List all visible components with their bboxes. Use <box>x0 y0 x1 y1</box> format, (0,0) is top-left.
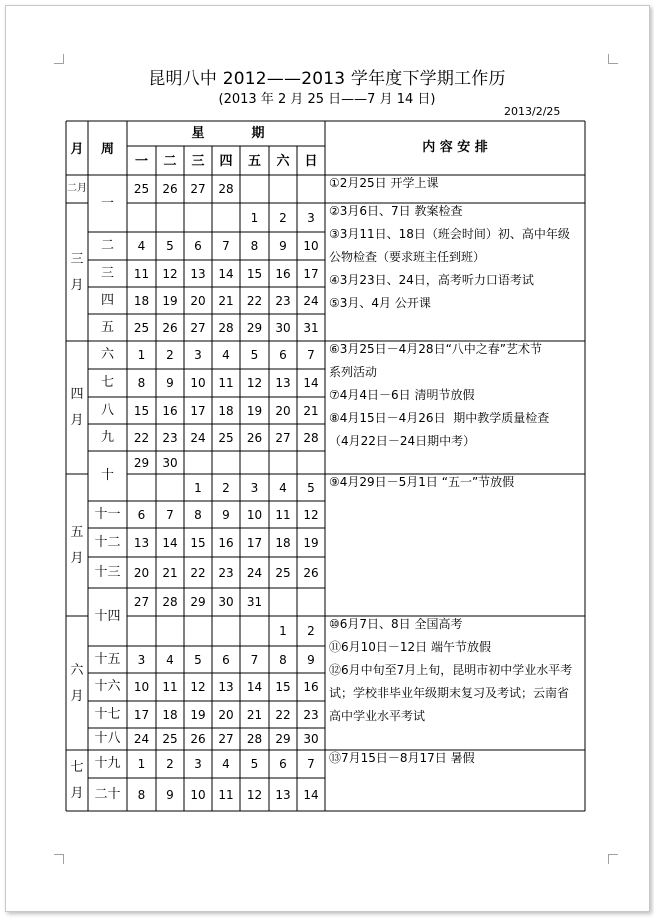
week-label: 三 <box>100 265 114 281</box>
day-cell: 14 <box>246 680 263 694</box>
content-note: ①2月25日 开学上课 <box>329 176 439 190</box>
header-day-7: 日 <box>304 154 318 169</box>
day-cell: 19 <box>303 535 319 550</box>
day-cell: 5 <box>166 239 174 253</box>
day-cell: 9 <box>166 787 174 802</box>
day-cell: 9 <box>279 239 287 253</box>
day-cell: 28 <box>246 732 263 746</box>
day-cell: 10 <box>190 787 206 802</box>
header-weekday-star: 星 <box>191 126 205 141</box>
day-cell: 22 <box>275 707 291 722</box>
week-label: 十七 <box>94 706 121 722</box>
day-cell: 15 <box>190 535 206 550</box>
day-cell: 21 <box>162 565 178 580</box>
day-cell: 25 <box>162 732 178 746</box>
day-cell: 6 <box>137 507 146 522</box>
day-cell: 6 <box>279 348 287 362</box>
day-cell: 11 <box>275 507 291 522</box>
day-cell: 1 <box>194 480 202 495</box>
day-cell: 24 <box>246 565 263 580</box>
day-cell: 13 <box>190 266 206 281</box>
day-cell: 11 <box>162 680 178 694</box>
day-cell: 9 <box>222 507 230 522</box>
day-cell: 4 <box>279 480 287 495</box>
day-cell: 9 <box>166 376 174 390</box>
day-cell: 28 <box>303 430 319 445</box>
day-cell: 1 <box>250 210 259 225</box>
day-cell: 7 <box>250 652 259 667</box>
crop-mark-top-right <box>608 54 618 64</box>
day-cell: 3 <box>250 480 259 495</box>
day-cell: 13 <box>275 376 291 390</box>
day-cell: 26 <box>162 320 178 335</box>
day-cell: 30 <box>303 732 319 746</box>
month-label: 五 月 <box>70 524 84 566</box>
day-cell: 5 <box>250 348 259 362</box>
day-cell: 20 <box>190 293 206 308</box>
week-label: 十八 <box>94 731 121 746</box>
content-note: ⑥3月25日－4月28日“八中之春”艺术节 系列活动 ⑦4月4日－6日 清明节放假 ⑧4月15日－4月26日 期中教学质量检查 （4月22日－24日期中考） <box>329 342 550 448</box>
day-cell: 3 <box>307 210 315 225</box>
week-label: 五 <box>100 319 114 335</box>
crop-mark-bottom-right <box>608 854 618 864</box>
day-cell: 4 <box>166 652 174 667</box>
day-cell: 18 <box>218 403 234 418</box>
day-cell: 8 <box>279 652 287 667</box>
day-cell: 6 <box>279 757 287 771</box>
week-label: 八 <box>100 402 114 418</box>
day-cell: 20 <box>275 403 291 418</box>
week-label: 十九 <box>94 756 121 771</box>
day-cell: 13 <box>133 535 150 550</box>
week-label: 十 <box>100 468 114 483</box>
day-cell: 4 <box>222 757 230 771</box>
day-cell: 14 <box>303 376 319 390</box>
crop-mark-top-left <box>54 54 64 64</box>
day-cell: 18 <box>275 535 291 550</box>
header-day-5: 五 <box>247 154 261 169</box>
day-cell: 27 <box>190 182 206 196</box>
day-cell: 26 <box>303 565 319 580</box>
day-cell: 14 <box>218 266 234 281</box>
day-cell: 14 <box>303 787 319 802</box>
day-cell: 2 <box>279 210 287 225</box>
day-cell: 12 <box>246 376 263 390</box>
day-cell: 5 <box>250 757 259 771</box>
day-cell: 29 <box>275 732 291 746</box>
day-cell: 21 <box>218 293 234 308</box>
day-cell: 22 <box>190 565 206 580</box>
header-month: 月 <box>70 142 84 157</box>
day-cell: 23 <box>162 430 178 445</box>
day-cell: 26 <box>190 732 206 746</box>
day-cell: 12 <box>246 787 263 802</box>
day-cell: 2 <box>166 757 174 771</box>
day-cell: 24 <box>303 293 319 308</box>
day-cell: 8 <box>194 507 202 522</box>
day-cell: 27 <box>190 320 206 335</box>
day-cell: 16 <box>275 266 291 281</box>
day-cell: 12 <box>303 507 319 522</box>
header-content: 内 容 安 排 <box>422 140 488 155</box>
day-cell: 2 <box>166 348 174 362</box>
day-cell: 10 <box>303 239 319 253</box>
day-cell: 19 <box>190 707 206 722</box>
day-cell: 7 <box>166 507 174 522</box>
day-cell: 18 <box>162 707 178 722</box>
day-cell: 17 <box>246 535 263 550</box>
week-label: 二 <box>100 238 114 253</box>
day-cell: 5 <box>194 652 202 667</box>
document-subtitle: (2013 年 2 月 25 日——7 月 14 日) <box>218 92 436 107</box>
day-cell: 6 <box>194 239 202 253</box>
day-cell: 11 <box>218 376 234 390</box>
day-cell: 15 <box>246 266 263 281</box>
day-cell: 17 <box>133 707 150 722</box>
day-cell: 2 <box>222 480 230 495</box>
day-cell: 23 <box>303 707 319 722</box>
day-cell: 27 <box>133 595 150 609</box>
day-cell: 12 <box>162 266 178 281</box>
day-cell: 2 <box>307 624 315 638</box>
month-label: 二月 <box>67 183 87 194</box>
day-cell: 25 <box>275 565 291 580</box>
day-cell: 4 <box>222 348 230 362</box>
day-cell: 8 <box>250 239 259 253</box>
week-label: 十二 <box>94 534 121 550</box>
content-note: ②3月6日、7日 教案检查 ③3月11日、18日（班会时间）初、高中年级 公物检查（要求班主任到班） ④3月23日、24日，高考听力口语考试 ⑤3月、4月 公开课 <box>329 204 570 310</box>
day-cell: 27 <box>275 430 291 445</box>
day-cell: 21 <box>303 403 319 418</box>
day-cell: 22 <box>133 430 150 445</box>
week-label: 九 <box>100 429 114 445</box>
day-cell: 12 <box>190 680 206 694</box>
day-cell: 30 <box>162 455 178 470</box>
day-cell: 10 <box>133 680 150 694</box>
day-cell: 16 <box>303 680 319 694</box>
day-cell: 28 <box>218 182 234 196</box>
day-cell: 1 <box>137 348 146 362</box>
day-cell: 8 <box>137 787 146 802</box>
day-cell: 3 <box>137 652 146 667</box>
month-label: 六 月 <box>70 662 84 704</box>
week-label: 十五 <box>94 651 121 667</box>
day-cell: 28 <box>218 320 234 335</box>
day-cell: 5 <box>307 480 315 495</box>
day-cell: 21 <box>246 707 263 722</box>
document-title: 昆明八中 2012——2013 学年度下学期工作历 <box>148 69 506 89</box>
week-label: 二十 <box>94 786 121 802</box>
day-cell: 30 <box>275 320 291 335</box>
day-cell: 26 <box>246 430 263 445</box>
day-cell: 11 <box>218 787 234 802</box>
day-cell: 22 <box>246 293 263 308</box>
day-cell: 15 <box>275 680 291 694</box>
day-cell: 16 <box>218 535 234 550</box>
day-cell: 25 <box>133 182 150 196</box>
day-cell: 16 <box>162 403 178 418</box>
header-day-1: 一 <box>134 154 148 169</box>
day-cell: 19 <box>246 403 263 418</box>
day-cell: 29 <box>133 455 150 470</box>
day-cell: 6 <box>222 652 230 667</box>
header-day-2: 二 <box>163 154 177 169</box>
day-cell: 3 <box>194 757 202 771</box>
week-label: 十三 <box>94 564 121 580</box>
day-cell: 23 <box>218 565 234 580</box>
day-cell: 7 <box>307 757 315 771</box>
day-cell: 29 <box>246 320 263 335</box>
content-note: ⑨4月29日－5月1日 “五一”节放假 <box>329 475 515 489</box>
day-cell: 11 <box>133 266 150 281</box>
day-cell: 14 <box>162 535 178 550</box>
day-cell: 7 <box>307 348 315 362</box>
day-cell: 10 <box>190 376 206 390</box>
day-cell: 29 <box>190 595 206 609</box>
day-cell: 10 <box>246 507 263 522</box>
week-label: 一 <box>100 195 114 211</box>
week-label: 四 <box>100 292 114 308</box>
week-label: 十四 <box>94 609 121 624</box>
day-cell: 20 <box>133 565 150 580</box>
day-cell: 18 <box>133 293 150 308</box>
content-note: ⑩6月7日、8日 全国高考 ⑪6月10日－12日 端午节放假 ⑫6月中旬至7月上旬，昆明市初中学业水平考 试；学校非毕业年级期末复习及考试；云南省 高中学业水平考试 <box>329 617 573 723</box>
day-cell: 25 <box>218 430 234 445</box>
day-cell: 24 <box>133 732 150 746</box>
day-cell: 17 <box>190 403 206 418</box>
header-day-3: 三 <box>191 154 205 169</box>
day-cell: 28 <box>162 595 178 609</box>
header-day-4: 四 <box>219 154 233 169</box>
day-cell: 26 <box>162 182 178 196</box>
header-weekday-period: 期 <box>251 126 265 141</box>
day-cell: 25 <box>133 320 150 335</box>
day-cell: 27 <box>218 732 234 746</box>
day-cell: 1 <box>137 757 146 771</box>
day-cell: 30 <box>218 595 234 609</box>
day-cell: 20 <box>218 707 234 722</box>
day-cell: 9 <box>307 652 315 667</box>
day-cell: 15 <box>133 403 150 418</box>
week-label: 七 <box>100 375 114 390</box>
month-label: 七 月 <box>70 760 84 801</box>
day-cell: 4 <box>137 239 146 253</box>
day-cell: 8 <box>137 376 146 390</box>
header-day-6: 六 <box>276 154 290 169</box>
header-week: 周 <box>100 142 114 157</box>
week-label: 十六 <box>94 679 121 694</box>
day-cell: 7 <box>222 239 230 253</box>
crop-mark-bottom-left <box>54 854 64 864</box>
day-cell: 19 <box>162 293 178 308</box>
day-cell: 13 <box>275 787 291 802</box>
month-label: 四 月 <box>70 387 84 428</box>
day-cell: 24 <box>190 430 206 445</box>
day-cell: 31 <box>303 320 319 335</box>
content-note: ⑬7月15日－8月17日 暑假 <box>329 751 475 765</box>
document-date: 2013/2/25 <box>504 105 561 118</box>
day-cell: 23 <box>275 293 291 308</box>
day-cell: 31 <box>246 595 263 609</box>
day-cell: 3 <box>194 348 202 362</box>
week-label: 十一 <box>94 506 121 522</box>
day-cell: 13 <box>218 680 234 694</box>
day-cell: 1 <box>279 624 287 638</box>
day-cell: 17 <box>303 266 319 281</box>
month-label: 三 月 <box>70 251 84 293</box>
week-label: 六 <box>100 347 114 362</box>
